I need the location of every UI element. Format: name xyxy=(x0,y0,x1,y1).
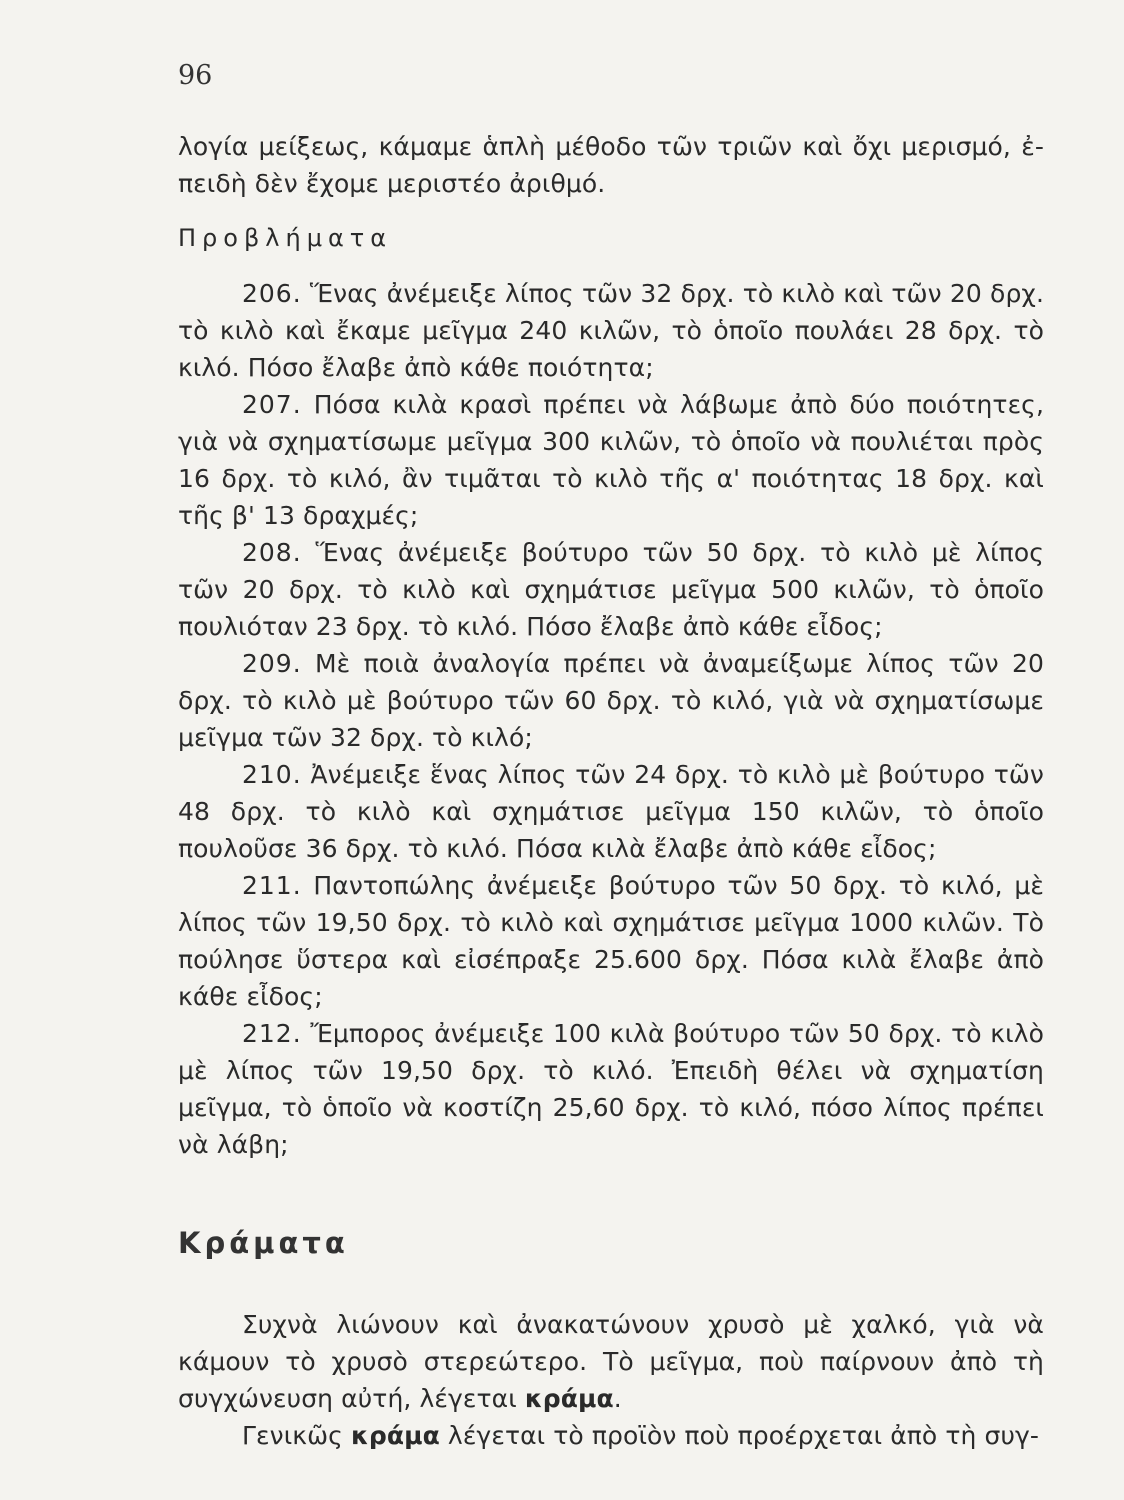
problem-text: Μὲ ποιὰ ἀναλογία πρέπει νὰ ἀναμείξωμε λίπος τῶν 20 δρχ. τὸ κιλὸ μὲ βούτυρο τῶν 60 δρχ. τὸ κιλό, γιὰ νὰ σχηματίσωμε μεῖγμα τῶν 32 δρχ. τὸ κιλό; xyxy=(178,649,1045,752)
intro-line-2: πειδὴ δὲν ἔχομε μεριστέο ἀριθμό. xyxy=(178,169,606,198)
problem-208 xyxy=(178,534,1044,645)
alloys-paragraph xyxy=(178,1306,1044,1417)
paragraph-text: Γενικῶς xyxy=(242,1421,351,1450)
problem-number: 212. xyxy=(242,1019,302,1048)
paragraph-text-continued: λέγεται τὸ προϊὸν ποὺ προέρχεται ἀπὸ τὴ συγ- xyxy=(439,1421,1040,1450)
paragraph-text: Συχνὰ λιώνουν καὶ ἀνακατώνουν χρυσὸ μὲ χαλκό, γιὰ νὰ κάμουν τὸ χρυσὸ στερεώτερο. Τὸ μεῖγμα, ποὺ παίρνουν ἀπὸ τὴ συγχώνευση αὐτή, λέγεται xyxy=(178,1310,1044,1413)
problem-text: Ἀνέμειξε ἕνας λίπος τῶν 24 δρχ. τὸ κιλὸ μὲ βούτυρο τῶν 48 δρχ. τὸ κιλὸ καὶ σχημάτισε μεῖγμα 150 κιλῶν, τὸ ὁποῖο πουλοῦσε 36 δρχ. τὸ κιλό. Πόσα κιλὰ ἔλαβε ἀπὸ κάθε εἶδος; xyxy=(178,760,1044,863)
problem-text: Ἕνας ἀνέμειξε βούτυρο τῶν 50 δρχ. τὸ κιλὸ μὲ λίπος τῶν 20 δρχ. τὸ κιλὸ καὶ σχημάτισε μεῖγμα 500 κιλῶν, τὸ ὁποῖο πουλιόταν 23 δρχ. τὸ κιλό. Πόσο ἔλαβε ἀπὸ κάθε εἶδος; xyxy=(178,538,1045,641)
problem-number: 206. xyxy=(242,279,302,308)
problem-number: 208. xyxy=(242,538,302,567)
problem-number: 210. xyxy=(242,760,302,789)
problem-210 xyxy=(178,756,1044,867)
problem-text: Πόσα κιλὰ κρασὶ πρέπει νὰ λάβωμε ἀπὸ δύο ποιότητες, γιὰ νὰ σχηματίσωμε μεῖγμα 300 κιλῶν, τὸ ὁποῖο νὰ πουλιέται πρὸς 16 δρχ. τὸ κιλό, ἂν τιμᾶται τὸ κιλὸ τῆς α' ποιότητας 18 δρχ. καὶ τῆς β' 13 δραχμές; xyxy=(178,390,1045,530)
problem-212 xyxy=(178,1015,1044,1163)
problem-text: Παντοπώλης ἀνέμειξε βούτυρο τῶν 50 δρχ. τὸ κιλό, μὲ λίπος τῶν 19,50 δρχ. τὸ κιλὸ καὶ σχημάτισε μεῖγμα 1000 κιλῶν. Τὸ πούλησε ὕστερα καὶ εἰσέπραξε 25.600 δρχ. Πόσα κιλὰ ἔλαβε ἀπὸ κάθε εἶδος; xyxy=(178,871,1045,1011)
problem-number: 209. xyxy=(242,649,302,678)
problem-text: Ἔμπορος ἀνέμειξε 100 κιλὰ βούτυρο τῶν 50 δρχ. τὸ κιλὸ μὲ λίπος τῶν 19,50 δρχ. τὸ κιλό. Ἐπειδὴ θέλει νὰ σχηματίση μεῖγμα, τὸ ὁποῖο νὰ κοστίζη 25,60 δρχ. τὸ κιλό, πόσο λίπος πρέπει νὰ λάβη; xyxy=(178,1019,1044,1159)
section-title: Κράματα xyxy=(178,1226,349,1260)
problem-text: Ἕνας ἀνέμειξε λίπος τῶν 32 δρχ. τὸ κιλὸ καὶ τῶν 20 δρχ. τὸ κιλὸ καὶ ἔκαμε μεῖγμα 240 κιλῶν, τὸ ὁποῖο πουλάει 28 δρχ. τὸ κιλό. Πόσο ἔλαβε ἀπὸ κάθε ποιότητα; xyxy=(178,279,1044,382)
problem-209 xyxy=(178,645,1044,756)
defined-term: κράμα xyxy=(524,1384,614,1413)
problem-211 xyxy=(178,867,1044,1015)
intro-line-1: λογία μείξεως, κάμαμε ἁπλὴ μέθοδο τῶν τριῶν καὶ ὄχι μερισμό, ἐ- xyxy=(178,132,1044,161)
problem-207 xyxy=(178,386,1044,534)
defined-term: κράμα xyxy=(350,1421,440,1450)
page-number: 96 xyxy=(178,60,213,91)
paragraph-end: . xyxy=(613,1384,622,1413)
problem-number: 207. xyxy=(242,390,302,419)
general-paragraph xyxy=(178,1417,1044,1454)
problem-number: 211. xyxy=(242,871,302,900)
page-body xyxy=(178,128,1044,1454)
problems-heading: Προβλήματα xyxy=(178,224,393,252)
problem-206 xyxy=(178,275,1044,386)
